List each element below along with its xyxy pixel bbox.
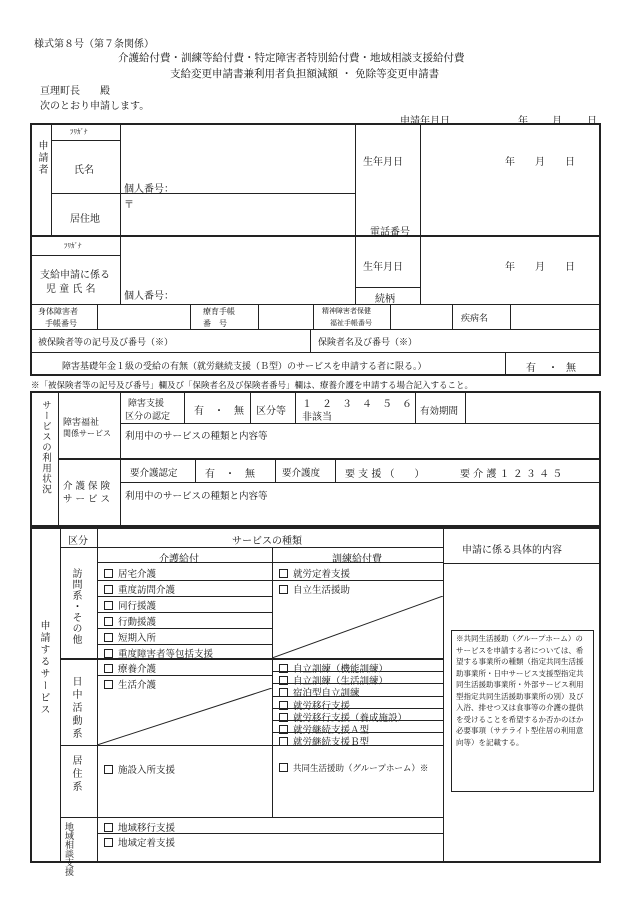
insurer-label: 保険者名及び番号（※） xyxy=(318,338,418,348)
applicant-side-label: 申請者 xyxy=(36,140,47,176)
pension-question: 障害基礎年金１級の受給の有無（就労継続支援（Ｂ型）のサービスを申請する者に限る。） xyxy=(62,362,427,372)
applicant-furigana-label: ﾌﾘｶﾞﾅ xyxy=(70,128,88,136)
checkbox[interactable] xyxy=(279,569,288,578)
service-item[interactable] xyxy=(104,835,175,849)
service-item[interactable] xyxy=(104,598,156,612)
service-item-label: 就労定着支援 xyxy=(293,569,351,580)
category-home: 居住系 xyxy=(70,755,81,794)
phone-label: 電話番号 xyxy=(370,227,410,238)
row-divider xyxy=(97,628,272,629)
checkbox[interactable] xyxy=(104,664,113,673)
detail-header: 申請に係る具体的内容 xyxy=(462,545,562,556)
row-divider xyxy=(272,683,443,684)
form-title-line1: 介護給付費・訓練等給付費・特定障害者特別給付費・地域相談支援給付費 xyxy=(118,52,465,64)
footnote: ※「被保険者等の記号及び番号」欄及び「保険者名及び保険者番号」欄は、療養介護を申請する場合記入すること。 xyxy=(31,381,474,391)
category-day: 日中活動系 xyxy=(70,676,81,741)
pension-yes: 有 xyxy=(526,363,536,374)
service-item[interactable] xyxy=(104,820,175,834)
valid-period-label: 有効期間 xyxy=(420,406,459,417)
insurance-label1: 介 護 保 険 xyxy=(63,481,111,492)
form-title-line2: 支給変更申請書兼利用者負担額減額 ・ 免除等変更申請書 xyxy=(170,68,440,80)
service-item-label: 重度訪問介護 xyxy=(118,585,176,596)
applicant-name-label: 氏名 xyxy=(74,165,94,176)
checkbox[interactable] xyxy=(104,765,113,774)
service-item-home-kunren[interactable]: 共同生活援助（グループホーム）※ xyxy=(279,762,428,774)
checkbox[interactable] xyxy=(104,838,113,847)
service-item-label: 自立生活援助 xyxy=(293,585,351,596)
service-item-label: 就労移行支援 xyxy=(293,700,351,712)
row-divider xyxy=(97,596,272,597)
welfare-in-use-label: 利用中のサービスの種類と内容等 xyxy=(125,431,268,442)
usage-side-label: サービスの利用状況 xyxy=(40,400,51,495)
postal-mark: 〒 xyxy=(124,200,134,211)
checkbox[interactable] xyxy=(279,737,288,746)
kaigo-kyufu-header: 介護給付 xyxy=(159,554,199,565)
care-yes-no: 有 ・ 無 xyxy=(205,469,255,480)
service-item[interactable] xyxy=(279,582,350,596)
support-label2: 区分の認定 xyxy=(125,412,171,422)
service-item[interactable] xyxy=(104,582,175,596)
addressee: 亘理町長 殿 xyxy=(40,86,110,97)
checkbox[interactable] xyxy=(279,585,288,594)
service-item[interactable] xyxy=(104,614,156,628)
mental-handbook-label2: 福祉手帳番号 xyxy=(330,319,372,327)
visit-diagonal xyxy=(272,596,443,658)
service-item-label: 療養介護 xyxy=(118,664,157,675)
child-birth-fields: 年 月 日 xyxy=(505,262,575,273)
child-mynumber-label: 個人番号： xyxy=(124,291,174,302)
mental-handbook-label1: 精神障害者保健 xyxy=(322,307,371,315)
checkbox[interactable] xyxy=(104,649,113,658)
service-item-label: 居宅介護 xyxy=(118,569,157,580)
insurance-label2: サ ー ビ ス xyxy=(63,494,111,505)
care-shien: 要 支 援 （ ） xyxy=(345,469,425,480)
service-item-label: 地域定着支援 xyxy=(118,838,176,849)
service-item-label: 自立訓練（生活訓練） xyxy=(293,676,389,688)
service-item-label: 行動援護 xyxy=(118,617,157,628)
day-diagonal xyxy=(97,688,272,745)
service-item-label: 同行援護 xyxy=(118,601,157,612)
service-item-label: 自立訓練（機能訓練） xyxy=(293,664,389,675)
application-date-label: 申請年月日 xyxy=(400,116,450,127)
ryoiku-handbook-label1: 療育手帳 xyxy=(203,307,235,316)
ryoiku-handbook-label2: 番 号 xyxy=(203,319,227,328)
row-divider xyxy=(97,675,272,676)
intro-text: 次のとおり申請します。 xyxy=(40,101,150,112)
welfare-label2: 関係サービス xyxy=(63,429,111,438)
physical-handbook-label1: 身体障害者 xyxy=(38,307,78,316)
services-side-label: 申請するサービス xyxy=(38,620,49,716)
checkbox[interactable] xyxy=(104,585,113,594)
disease-label: 疾病名 xyxy=(461,314,489,324)
kubun-label: 区分等 xyxy=(256,406,286,417)
row-divider xyxy=(272,720,443,721)
category-visit: 訪問系・その他 xyxy=(70,568,81,645)
child-furigana-label: ﾌﾘｶﾞﾅ xyxy=(64,242,82,250)
row-divider xyxy=(97,833,443,834)
service-item[interactable] xyxy=(279,734,369,748)
kubun-not-applicable: 非該当 xyxy=(302,412,332,423)
year-label: 年 xyxy=(518,116,528,127)
service-item-label: 宿泊型自立訓練 xyxy=(293,688,360,700)
checkbox[interactable] xyxy=(104,823,113,832)
service-item[interactable] xyxy=(279,566,350,580)
applicant-birth-fields: 年 月 日 xyxy=(505,157,575,168)
service-item-label: 就労移行支援（養成施設） xyxy=(293,712,408,724)
row-divider xyxy=(272,708,443,709)
welfare-label1: 障害福祉 xyxy=(63,418,100,428)
service-item-label: 重度障害者等包括支援 xyxy=(118,649,214,660)
row-divider xyxy=(97,580,272,581)
child-label-line2: 児 童 氏 名 xyxy=(46,284,96,295)
day-label: 日 xyxy=(587,116,597,127)
service-type-header: サービスの種類 xyxy=(232,536,302,547)
service-item-home-kaigo[interactable]: 施設入所支援 xyxy=(104,762,175,776)
kubun-header: 区分 xyxy=(68,536,88,547)
kubun-numbers: １ ２ ３ ４ ５ ６ xyxy=(302,399,412,410)
service-item-label: 短期入所 xyxy=(118,633,157,644)
row-divider xyxy=(272,732,443,733)
insurance-in-use-label: 利用中のサービスの種類と内容等 xyxy=(125,491,268,502)
support-label1: 障害支援 xyxy=(128,399,165,409)
service-item[interactable] xyxy=(104,566,156,580)
service-item[interactable] xyxy=(104,646,213,660)
checkbox[interactable] xyxy=(104,633,113,642)
care-level-label: 要介護度 xyxy=(282,468,321,479)
applicant-address-label: 居住地 xyxy=(70,214,100,225)
checkbox[interactable] xyxy=(279,763,288,772)
pension-no: 無 xyxy=(566,363,576,374)
care-cert-label: 要介護認定 xyxy=(130,468,178,479)
form-number: 様式第８号（第７条関係） xyxy=(34,39,154,50)
child-birth-label: 生年月日 xyxy=(363,262,403,273)
month-label: 月 xyxy=(552,116,562,127)
service-item[interactable] xyxy=(104,630,156,644)
row-divider xyxy=(272,580,443,581)
applicant-birth-label: 生年月日 xyxy=(363,157,403,168)
category-community xyxy=(62,822,96,876)
row-divider xyxy=(97,612,272,613)
relation-label: 続柄 xyxy=(375,294,395,305)
service-item-label: 就労継続支援Ｂ型 xyxy=(293,737,370,749)
group-home-note: ※共同生活援助（グループホーム）のサービスを申請する者については、希望する事業所の種類（指定共同生活援助事業所・日中サービス支援型指定共同生活援助事業所・外部サービス利用型指定共同生活援助事業所の別）及び入浴、排せつ又は食事等の介護の提供を受けることを希望するか否かのほか必要事項（サテライト型住居の利用意向等）を記載する。 xyxy=(456,634,584,747)
service-item-label: 就労継続支援Ａ型 xyxy=(293,725,370,736)
community-label: 地域相談支援 xyxy=(63,822,73,876)
pension-dot: ・ xyxy=(548,363,558,374)
kunren-kyufu-header: 訓練給付費 xyxy=(332,554,382,565)
physical-handbook-label2: 手帳番号 xyxy=(45,319,77,328)
service-item[interactable] xyxy=(104,661,156,675)
service-item-label: 地域移行支援 xyxy=(118,823,176,834)
child-label-line1: 支給申請に係る xyxy=(40,270,110,281)
row-divider xyxy=(97,644,272,645)
support-yes-no: 有 ・ 無 xyxy=(194,406,244,417)
checkbox[interactable] xyxy=(104,569,113,578)
row-divider xyxy=(272,671,443,672)
insured-number-label: 被保険者等の記号及び番号（※） xyxy=(38,338,174,348)
checkbox[interactable] xyxy=(104,601,113,610)
row-divider xyxy=(272,696,443,697)
service-item-label: 生活介護 xyxy=(118,679,157,691)
care-kaigo-levels: 要 介 護 １ ２ ３ ４ ５ xyxy=(460,469,563,480)
checkbox[interactable] xyxy=(104,617,113,626)
applicant-mynumber-label: 個人番号： xyxy=(124,184,174,195)
